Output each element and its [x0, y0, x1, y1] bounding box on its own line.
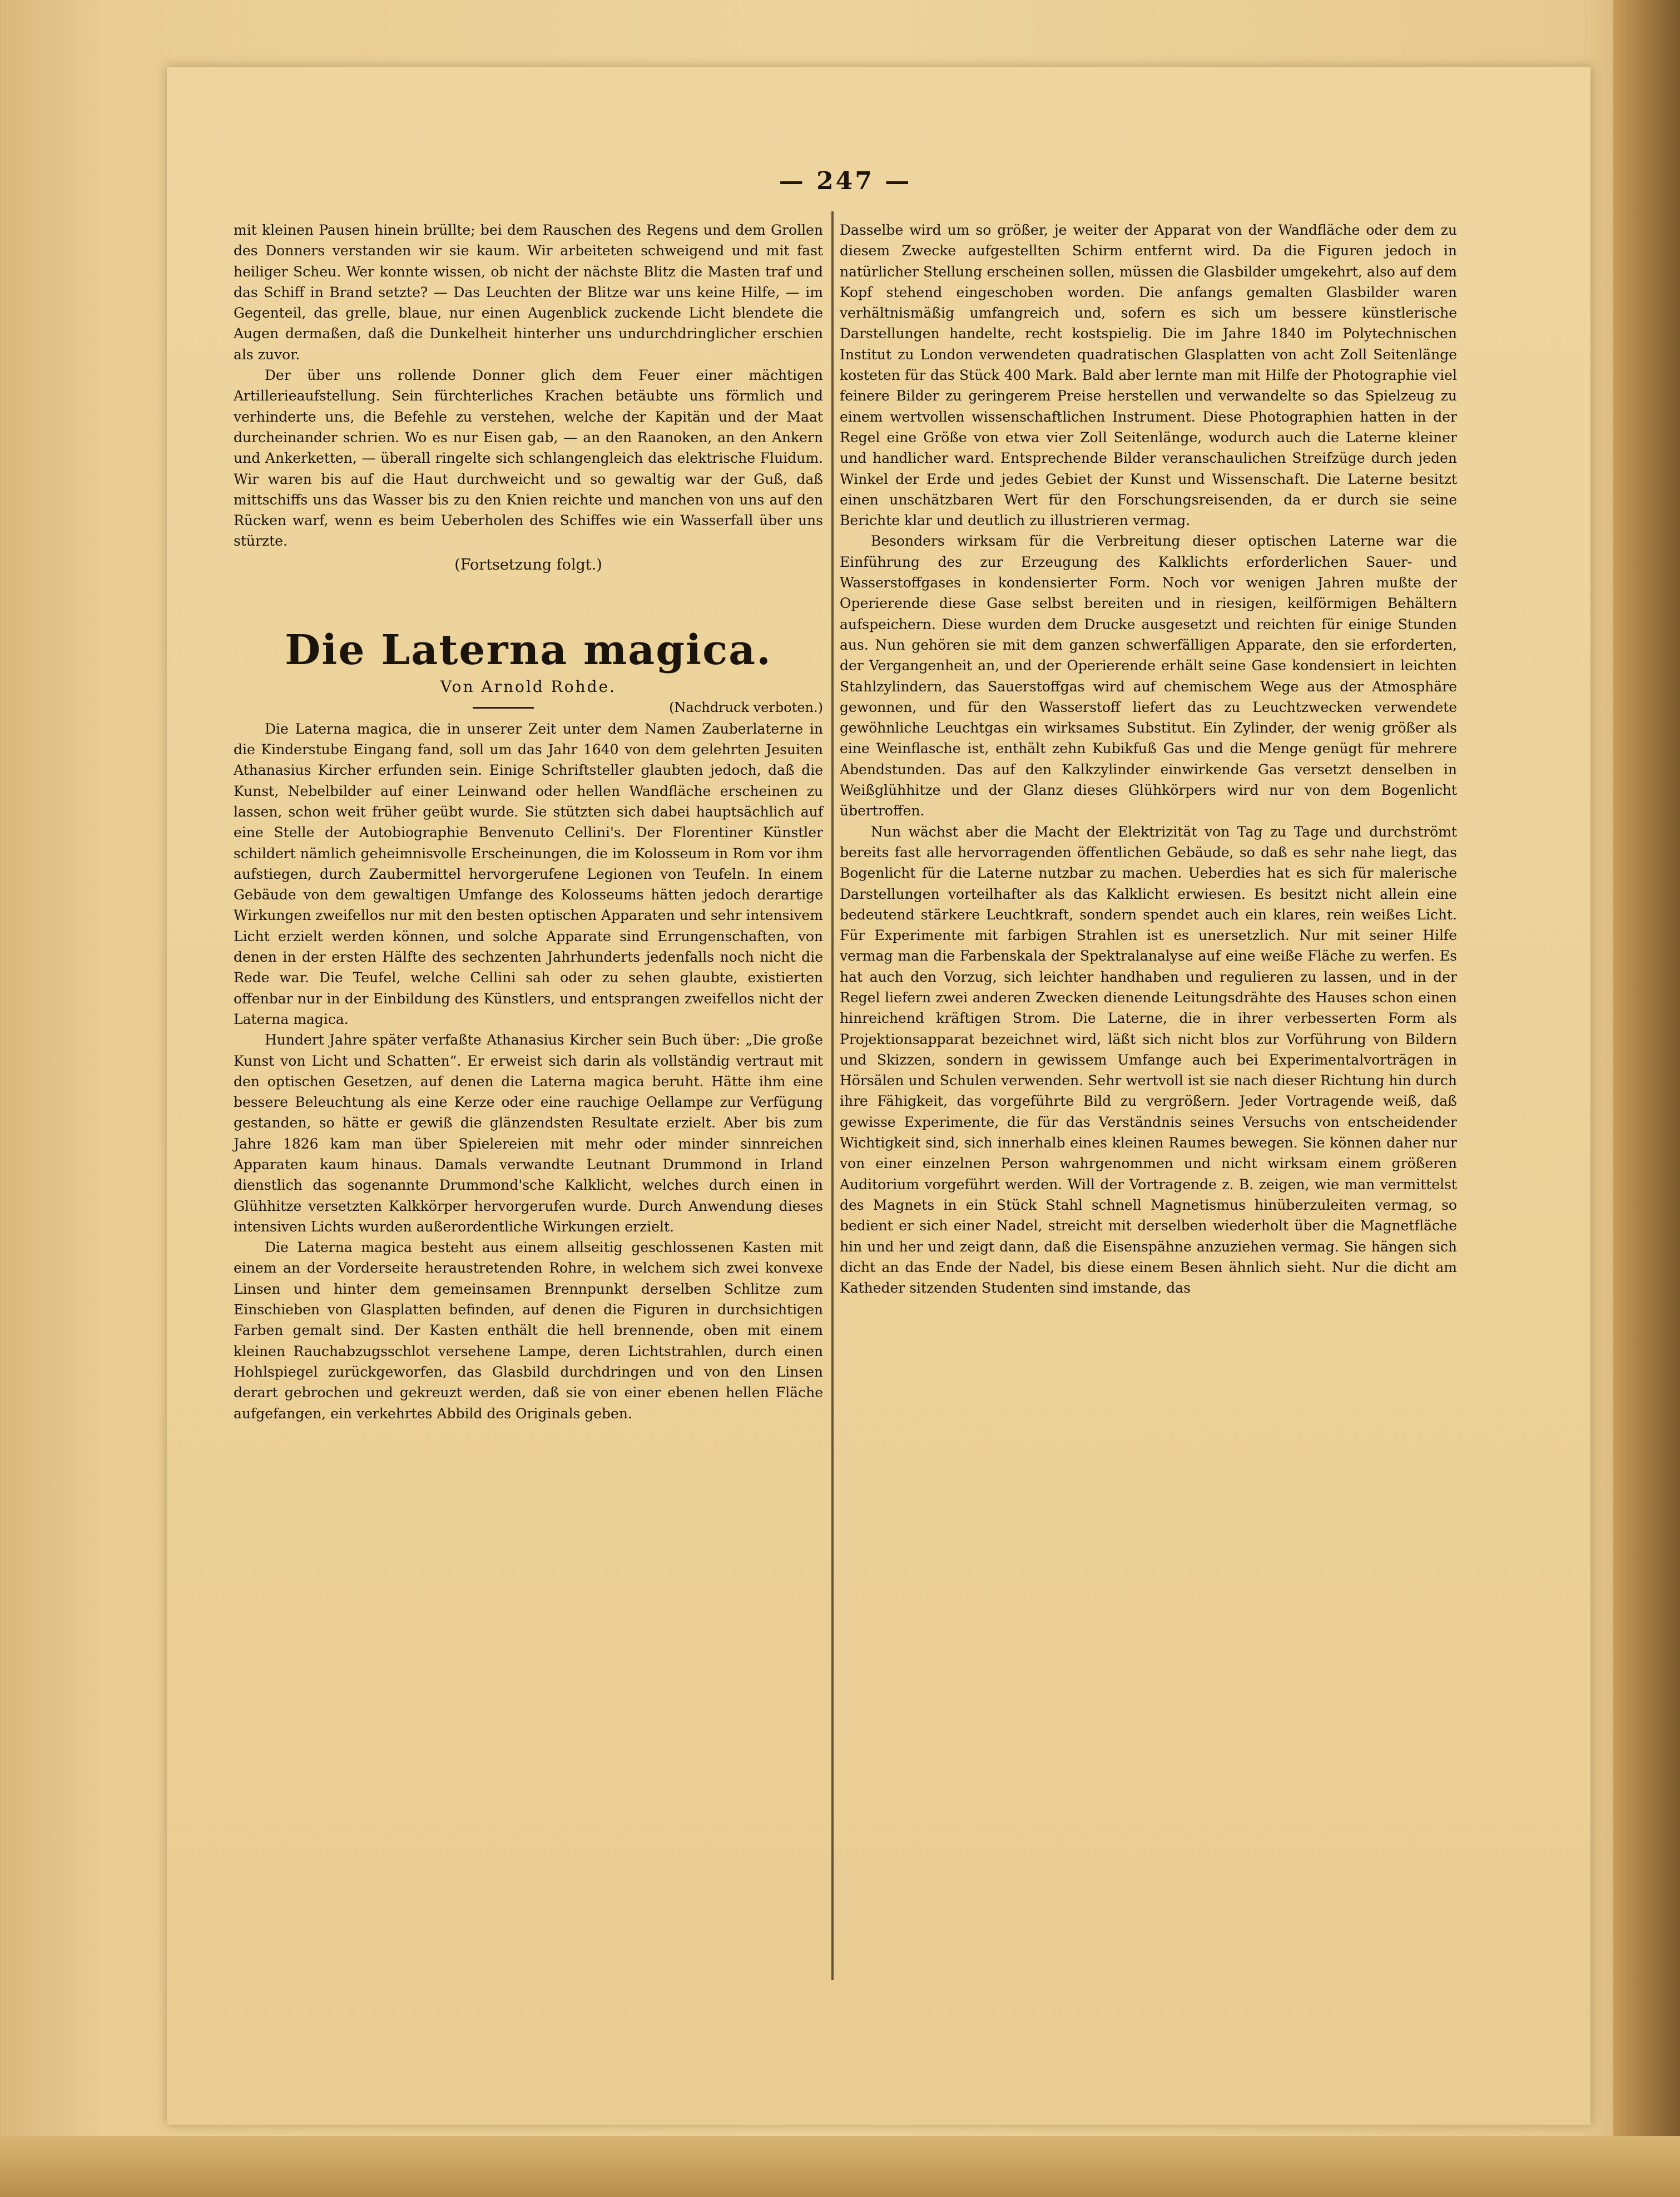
article-paragraph-3: Die Laterna magica besteht aus einem allseitig geschlossenen Kasten mit einem an der Vorderseite heraustretenden Rohre, in welchem sich zwei konvexe Linsen und hinter dem gemeinsamen Brennpunkt derselben Schlitze zum Einschieben von Glasplatten befinden, auf denen die Figuren in durchsichtigen Farben gemalt sind. Der Kasten enthält die hell brennende, oben mit einem kleinen Rauchabzugsschlot versehene Lampe, deren Lichtstrahlen, durch einen Hohlspiegel zurückgeworfen, das Glasbild durchdringen und von den Linsen derart gebrochen und gekreuzt werden, daß sie von einer ebenen hellen Fläche aufgefangen, ein verkehrtes Abbild des Originals geben. [234, 1239, 823, 1422]
column-divider [831, 211, 834, 1980]
article-byline: Von Arnold Rohde. [440, 677, 617, 696]
article-paragraph-6: Nun wächst aber die Macht der Elektrizität von Tag zu Tage und durchströmt bereits fast alle hervorragenden öffentlichen Gebäude, so daß es sehr nahe liegt, das Bogenlicht für die Laterne nutzbar zu machen. Ueberdies hat es sich für malerische Darstellungen vorteilhafter als das Kalklicht erwiesen. Es besitzt nicht allein eine bedeutend stärkere Leuchtkraft, sondern spendet auch ein klares, rein weißes Licht. Für Experimente mit farbigen Strahlen ist es unersetzlich. Nur mit seiner Hilfe vermag man die Farbenskala der Spektralanalyse auf eine weiße Fläche zu werfen. Es hat auch den Vorzug, sich leichter handhaben und regulieren zu lassen, und in der Regel liefern zwei anderen Zwecken dienende Leitungsdrähte des Hauses schon einen hinreichend kräftigen Strom. Die Laterne, die in ihrer verbesserten Form als Projektionsapparat bezeichnet wird, läßt sich nicht blos zur Vorführung von Bildern und Skizzen, sondern in gewissem Umfange auch bei Experimentalvorträgen in Hörsälen und Schulen verwenden. Sehr wertvoll ist sie nach dieser Richtung hin durch ihre Fähigkeit, das vorgeführte Bild zu vergrößern. Jeder Vortragende weiß, daß gewisse Experimente, die für das Verständnis seines Versuchs von entscheidender Wichtigkeit sind, sich innerhalb eines kleinen Raumes bewegen. Sie können daher nur von einer einzelnen Person wahrgenommen und nicht wirksam einem größeren Auditorium vorgeführt werden. Will der Vortragende z. B. zeigen, wie man vermittelst des Magnets in ein Stück Stahl schnell Magnetismus hinüberzuleiten vermag, so bedient er sich einer Nadel, streicht mit derselben wiederholt über die Magnetfläche hin und her und zeigt dann, daß die Eisenspähne anzuziehen vermag. Sie hängen sich dicht an das Ende der Nadel, bis diese einem Besen ähnlich sieht. Nur die dicht am Katheder sitzenden Studenten sind imstande, das [840, 823, 1457, 1297]
left-column [234, 220, 823, 1424]
article-paragraph-4: Dasselbe wird um so größer, je weiter der Apparat von der Wandfläche oder dem zu diesem Zwecke aufgestellten Schirm entfernt wird. Da die Figuren jedoch in natürlicher Stellung erscheinen sollen, müssen die Glasbilder umgekehrt, also auf dem Kopf stehend eingeschoben worden. Die anfangs gemalten Glasbilder waren verhältnismäßig umfangreich und, sofern es sich um bessere künstlerische Darstellungen handelte, recht kostspielig. Die im Jahre 1840 im Polytechnischen Institut zu London verwendeten quadratischen Glasplatten von acht Zoll Seitenlänge kosteten für das Stück 400 Mark. Bald aber lernte man mit Hilfe der Photographie viel feinere Bilder zu geringerem Preise herstellen und verwandelte so das Spielzeug zu einem wertvollen wissenschaftlichen Instrument. Diese Photographien hatten in der Regel eine Größe von etwa vier Zoll Seitenlänge, wodurch auch die Laterne kleiner und handlicher ward. Entsprechende Bilder veranschaulichen Streifzüge durch jeden Winkel der Erde und jedes Gebiet der Kunst und Wissenschaft. Die Laterne besitzt einen unschätzbaren Wert für den Forschungsreisenden, da er durch sie seine Berichte klar und deutlich zu illustrieren vermag. [840, 222, 1457, 529]
continuation-note: (Fortsetzung folgt.) [454, 556, 602, 573]
page-edge-bottom [0, 2136, 1680, 2197]
article-title: Die Laterna magica. [285, 626, 772, 674]
right-column [840, 220, 1457, 1298]
reprint-note: (Nachdruck verboten.) [669, 699, 823, 715]
article-paragraph-1: Die Laterna magica, die in unserer Zeit unter dem Namen Zauberlaterne in die Kinderstube Eingang fand, soll um das Jahr 1640 von dem gelehrten Jesuiten Athanasius Kircher erfunden sein. Einige Schriftsteller glaubten jedoch, daß die Kunst, Nebelbilder auf einer Leinwand oder hellen Wandfläche erscheinen zu lassen, schon weit früher geübt wurde. Sie stützten sich dabei hauptsächlich auf eine Stelle der Autobiographie Benvenuto Cellini's. Der Florentiner Künstler schildert nämlich geheimnisvolle Erscheinungen, die im Kolosseum in Rom vor ihm aufstiegen, durch Zaubermittel hervorgerufene Legionen von Teufeln. In einem Gebäude von dem gewaltigen Umfange des Kolosseums hätten jedoch derartige Wirkungen zweifellos nur mit den besten optischen Apparaten und sehr intensivem Licht erzielt werden können, und solche Apparate sind Errungenschaften, von denen in der ersten Hälfte des sechzenten Jahrhunderts jedenfalls noch nicht die Rede war. Die Teufel, welche Cellini sah oder zu sehen glaubte, existierten offenbar nur in der Einbildung des Künstlers, und entsprangen zweifellos nicht der Laterna magica. [234, 720, 823, 1027]
page-number: — 247 — [779, 167, 912, 195]
article-paragraph-5: Besonders wirksam für die Verbreitung dieser optischen Laterne war die Einführung des zur Erzeugung des Kalklichts erforderlichen Sauer- und Wasserstoffgases in kondensierter Form. Noch vor wenigen Jahren mußte der Operierende diese Gase selbst bereiten und in riesigen, keilförmigen Behältern aufspeichern. Diese wurden dem Drucke ausgesetzt und reichten für einige Stunden aus. Nun gehören sie mit dem ganzen schwerfälligen Apparate, den sie erforderten, der Vergangenheit an, und der Operierende erhält seine Gase kondensiert in leichten Stahlzylindern, das Sauerstoffgas wird auf chemischem Wege aus der Atmosphäre gewonnen, und für den Wasserstoff liefert das zu Leuchtzwecken verwendete gewöhnliche Leuchtgas ein wirksames Substitut. Ein Zylinder, der wenig größer als eine Weinflasche ist, enthält zehn Kubikfuß Gas und die Menge genügt für mehrere Abendstunden. Das auf den Kalkzylinder einwirkende Gas versetzt denselben in Weißglühhitze und der Glanz dieses Glühkörpers wird nur von dem Bogenlicht übertroffen. [840, 533, 1457, 819]
continued-paragraph: mit kleinen Pausen hinein brüllte; bei dem Rauschen des Regens und dem Grollen des Donners verstanden wir sie kaum. Wir arbeiteten schweigend und mit fast heiliger Scheu. Wer konnte wissen, ob nicht der nächste Blitz die Masten traf und das Schiff in Brand setzte? — Das Leuchten der Blitze war uns keine Hilfe, — im Gegenteil, das grelle, blaue, nur einen Augenblick zuckende Licht blendete die Augen dermaßen, daß die Dunkelheit hinterher uns undurchdringlicher erschien als zuvor. [234, 222, 823, 363]
continued-paragraph-2: Der über uns rollende Donner glich dem Feuer einer mächtigen Artillerieaufstellung. Sein fürchterliches Krachen betäubte uns förmlich und verhinderte uns, die Befehle zu verstehen, welche der Kapitän und der Maat durcheinander schrien. Wo es nur Eisen gab, — an den Raanoken, an den Ankern und Ankerketten, — überall ringelte sich schlangengleich das elektrische Fluidum. Wir waren bis auf die Haut durchweicht und so gewaltig war der Guß, daß mittschiffs uns das Wasser bis zu den Knien reichte und manchen von uns auf den Rücken warf, wenn es beim Ueberholen des Schiffes wie ein Wasserfall über uns stürzte. [234, 367, 823, 550]
article-paragraph-2: Hundert Jahre später verfaßte Athanasius Kircher sein Buch über: „Die große Kunst von Licht und Schatten“. Er erweist sich darin als vollständig vertraut mit den optischen Gesetzen, auf denen die Laterna magica beruht. Hätte ihm eine bessere Beleuchtung als eine Kerze oder eine rauchige Oellampe zur Verfügung gestanden, so hätte er gewiß die glänzendsten Resultate erzielt. Aber bis zum Jahre 1826 kam man über Spielereien mit mehr oder minder sinnreichen Apparaten kaum hinaus. Damals verwandte Leutnant Drummond in Irland dienstlich das sogenannte Drummond'sche Kalklicht, welches durch einen in Glühhitze versetzten Kalkkörper hervorgerufen wurde. Durch Anwendung dieses intensiven Lichts wurden außerordentliche Wirkungen erzielt. [234, 1032, 823, 1235]
page-edge-right [1613, 0, 1680, 2197]
